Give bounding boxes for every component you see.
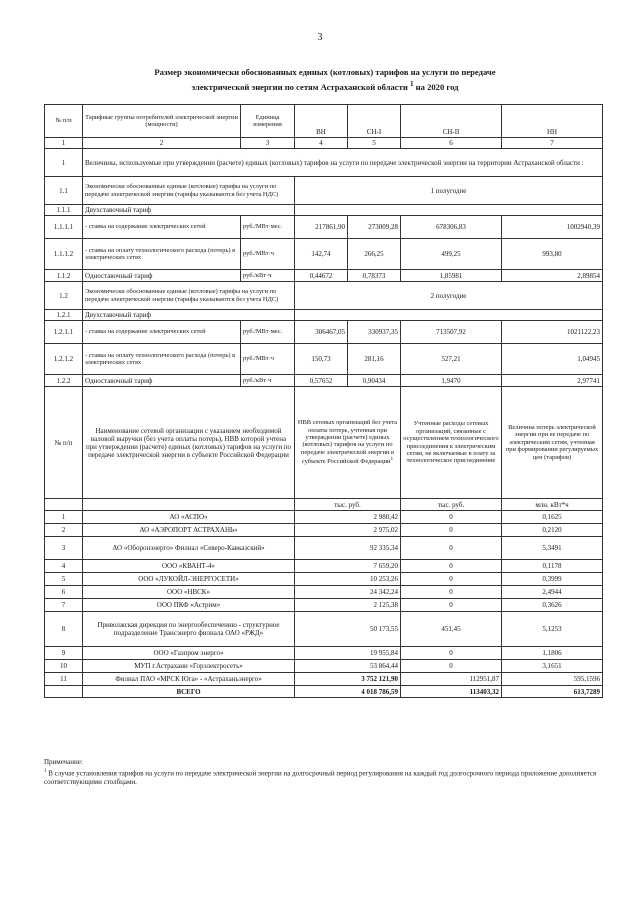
org-row xyxy=(45,537,603,560)
org-loss: 0,1625 xyxy=(502,511,603,524)
row-num: 1.1 xyxy=(45,177,83,205)
header-sn1: СН-I xyxy=(348,105,401,138)
column-index-row xyxy=(45,138,603,149)
org-tp: 0 xyxy=(401,524,502,537)
row-num: 1.2 xyxy=(45,282,83,310)
org-loss: 1,1806 xyxy=(502,647,603,660)
row-text: Одноставочный тариф xyxy=(83,375,241,387)
value-sn2: 499,25 xyxy=(401,239,502,270)
value-sn1: 0,78373 xyxy=(348,270,401,282)
notes-footnote-mark: 1 xyxy=(44,769,47,774)
org-nvv: 2 125,38 xyxy=(295,599,401,612)
table-row xyxy=(45,239,603,270)
orgs-header-row xyxy=(45,387,603,499)
row-text: - ставка на содержание электрических сетей xyxy=(83,321,241,344)
row-num: 1.2.1.1 xyxy=(45,321,83,344)
org-loss: 5,1253 xyxy=(502,612,603,647)
org-num: 11 xyxy=(45,673,83,686)
value-nn: 1002940,39 xyxy=(502,216,603,239)
col-index: 3 xyxy=(241,138,295,149)
row-num: 1.1.2 xyxy=(45,270,83,282)
org-num: 5 xyxy=(45,573,83,586)
table-row xyxy=(45,310,603,321)
notes-text-block xyxy=(44,767,610,787)
org-row xyxy=(45,660,603,673)
row-text: Двухставочный тариф xyxy=(83,310,295,321)
col-index: 6 xyxy=(401,138,502,149)
org-name: ООО «Газпром энерго» xyxy=(83,647,295,660)
row-unit: руб./кВт·ч xyxy=(241,375,295,387)
table-row xyxy=(45,344,603,375)
org-row xyxy=(45,524,603,537)
row-num: 1.2.1 xyxy=(45,310,83,321)
org-row xyxy=(45,673,603,686)
value-nn: 1,04945 xyxy=(502,344,603,375)
notes-heading: Примечание: xyxy=(44,758,83,766)
title-year: на 2020 год xyxy=(415,81,459,92)
org-tp: 0 xyxy=(401,586,502,599)
value-sn2: 678306,83 xyxy=(401,216,502,239)
org-name: АО «АСПО» xyxy=(83,511,295,524)
header-unit: Единица измерения xyxy=(241,105,295,138)
value-vn: 142,74 xyxy=(295,239,348,270)
row-text: Экономически обоснованные единые (котловые) тарифы на услуги по передаче электрической энергии (тарифы указываются без учета НДС) xyxy=(83,282,295,310)
unit-loss: млн. кВт*ч xyxy=(502,499,603,511)
org-row xyxy=(45,511,603,524)
org-nvv: 10 253,26 xyxy=(295,573,401,586)
org-loss: 0,3999 xyxy=(502,573,603,586)
org-name: ООО «НВСК» xyxy=(83,586,295,599)
row-num: 1.1.1.1 xyxy=(45,216,83,239)
org-nvv: 3 752 121,90 xyxy=(295,673,401,686)
value-sn2: 527,21 xyxy=(401,344,502,375)
org-num: 2 xyxy=(45,524,83,537)
unit-tp: тыс. руб. xyxy=(401,499,502,511)
org-nvv: 50 173,55 xyxy=(295,612,401,647)
org-name: Приволжская дирекция по энергообеспечению - структурное подразделение Трансэнерго филиала ОАО «РЖД» xyxy=(83,612,295,647)
org-loss: 595,1596 xyxy=(502,673,603,686)
header-num: № п/п xyxy=(45,105,83,138)
org-loss: 0,3626 xyxy=(502,599,603,612)
row-text: - ставка на содержание электрических сетей xyxy=(83,216,241,239)
row-num: 1.1.1 xyxy=(45,205,83,216)
header-vn: ВН xyxy=(295,105,348,138)
org-name: Филиал ПАО «МРСК Юга» - «Астраханьэнерго» xyxy=(83,673,295,686)
orgs-header-nvv xyxy=(295,387,401,499)
section-text: Величины, используемые при утверждении (расчете) единых (котловых) тарифов на услуги по передаче электрической энергии на территории Астраханской области : xyxy=(83,149,603,177)
org-num: 8 xyxy=(45,612,83,647)
org-loss: 0,1178 xyxy=(502,560,603,573)
org-tp: 0 xyxy=(401,560,502,573)
value-vn: 306467,05 xyxy=(295,321,348,344)
org-row xyxy=(45,612,603,647)
org-tp: 0 xyxy=(401,660,502,673)
org-row xyxy=(45,599,603,612)
title-footnote-mark: 1 xyxy=(409,80,414,88)
org-nvv: 2 975,02 xyxy=(295,524,401,537)
row-text: Одноставочный тариф xyxy=(83,270,241,282)
section-num: 1 xyxy=(45,149,83,177)
value-vn: 0,57652 xyxy=(295,375,348,387)
table-row xyxy=(45,216,603,239)
orgs-header-num: № п/п xyxy=(45,387,83,499)
org-row xyxy=(45,573,603,586)
value-vn: 150,73 xyxy=(295,344,348,375)
value-nn: 2,89854 xyxy=(502,270,603,282)
org-name: ООО «КВАНТ-4» xyxy=(83,560,295,573)
col-index: 7 xyxy=(502,138,603,149)
org-nvv: 19 955,84 xyxy=(295,647,401,660)
title-line-1: Размер экономически обоснованных единых (котловых) тарифов на услуги по передаче xyxy=(154,67,496,77)
page-number: 3 xyxy=(317,32,323,43)
row-text: Двухставочный тариф xyxy=(83,205,295,216)
org-nvv: 2 980,42 xyxy=(295,511,401,524)
org-nvv: 7 659,20 xyxy=(295,560,401,573)
orgs-units-row xyxy=(45,499,603,511)
row-num: 1.2.2 xyxy=(45,375,83,387)
table-row xyxy=(45,270,603,282)
row-unit: руб./МВт·мес. xyxy=(241,321,295,344)
row-num: 1.1.1.2 xyxy=(45,239,83,270)
org-tp: 451,45 xyxy=(401,612,502,647)
orgs-header-tp: Учтенные расходы сетевых организаций, связанные с осуществлением технологического присоединения к электрическим сетям, не включаемые в плату за технологическое присоединение xyxy=(401,387,502,499)
table-row xyxy=(45,375,603,387)
orgs-header-nvv-text: НВВ сетевых организаций без учета оплаты потерь, учтенная при утверждении (расчете) единых (котловых) тарифов на услуги по передаче электрической энергии в субъекте Российской Федерации xyxy=(297,419,398,466)
header-sn2: СН-II xyxy=(401,105,502,138)
col-index: 5 xyxy=(348,138,401,149)
org-num: 10 xyxy=(45,660,83,673)
value-sn2: 713507,92 xyxy=(401,321,502,344)
header-groups: Тарифные группы потребителей электрической энергии (мощности) xyxy=(83,105,241,138)
period-label: 2 полугодие xyxy=(295,282,603,310)
orgs-header-loss: Величина потерь электрической энергии при ее передаче по электрическим сетям, учтенная при формировании регулируемых цен (тарифов) xyxy=(502,387,603,499)
value-nn: 1021122,23 xyxy=(502,321,603,344)
org-row xyxy=(45,586,603,599)
org-num: 9 xyxy=(45,647,83,660)
org-loss: 3,1651 xyxy=(502,660,603,673)
document-title xyxy=(90,66,560,93)
value-sn1: 266,25 xyxy=(348,239,401,270)
org-num: 3 xyxy=(45,537,83,560)
org-name: ООО «ЛУКОЙЛ-ЭНЕРГОСЕТИ» xyxy=(83,573,295,586)
total-row xyxy=(45,686,603,698)
orgs-header-name: Наименование сетевой организации с указанием необходимой валовой выручки (без учета оплаты потерь), НВВ которой учтена при утверждении (расчете) единых (котловых) тарифов на услуги по передаче электрической энергии в субъекте Российской Федерации xyxy=(83,387,295,499)
notes xyxy=(44,758,610,787)
org-nvv: 92 335,34 xyxy=(295,537,401,560)
total-tp: 113403,32 xyxy=(401,686,502,698)
org-nvv: 24 342,24 xyxy=(295,586,401,599)
row-unit: руб./МВт·мес. xyxy=(241,216,295,239)
value-sn2: 1,9470 xyxy=(401,375,502,387)
value-sn1: 330937,35 xyxy=(348,321,401,344)
value-sn1: 273009,28 xyxy=(348,216,401,239)
table-row xyxy=(45,321,603,344)
section-row xyxy=(45,149,603,177)
org-tp: 0 xyxy=(401,599,502,612)
period-row xyxy=(45,282,603,310)
footnote-mark: 1 xyxy=(390,456,394,463)
row-num: 1.2.1.2 xyxy=(45,344,83,375)
col-index: 2 xyxy=(83,138,241,149)
period-label: 1 полугодие xyxy=(295,177,603,205)
org-num: 6 xyxy=(45,586,83,599)
org-tp: 0 xyxy=(401,647,502,660)
value-nn: 993,80 xyxy=(502,239,603,270)
org-tp: 0 xyxy=(401,573,502,586)
org-name: АО «АЭРОПОРТ АСТРАХАНЬ» xyxy=(83,524,295,537)
org-tp: 112951,87 xyxy=(401,673,502,686)
unit-nvv: тыс. руб. xyxy=(295,499,401,511)
value-sn1: 281,16 xyxy=(348,344,401,375)
value-vn: 217861,90 xyxy=(295,216,348,239)
notes-text: В случае установления тарифов на услуги по передаче электрической энергии на долгосрочный период регулирования на каждый год долгосрочного периода приложение дополняется соответствующими столбцами. xyxy=(44,769,597,787)
col-index: 4 xyxy=(295,138,348,149)
row-unit: руб./МВт·ч xyxy=(241,239,295,270)
row-unit: руб./кВт·ч xyxy=(241,270,295,282)
org-tp: 0 xyxy=(401,511,502,524)
org-row xyxy=(45,647,603,660)
org-loss: 5,3491 xyxy=(502,537,603,560)
org-num: 1 xyxy=(45,511,83,524)
table-row xyxy=(45,205,603,216)
title-line-2: электрической энергии по сетям Астраханской области xyxy=(191,81,408,92)
org-name: АО «Оборонэнерго» Филиал «Северо-Кавказский» xyxy=(83,537,295,560)
row-text: - ставка на оплату технологического расхода (потерь) в электрических сетях xyxy=(83,344,241,375)
row-text: - ставка на оплату технологического расхода (потерь) в электрических сетях xyxy=(83,239,241,270)
org-tp: 0 xyxy=(401,537,502,560)
org-loss: 2,4944 xyxy=(502,586,603,599)
org-loss: 0,2120 xyxy=(502,524,603,537)
header-nn: НН xyxy=(502,105,603,138)
row-text: Экономически обоснованные единые (котловые) тарифы на услуги по передаче электрической энергии (тарифы указываются без учета НДС) xyxy=(83,177,295,205)
total-loss: 613,7289 xyxy=(502,686,603,698)
org-name: ООО ПКФ «Астрим» xyxy=(83,599,295,612)
value-sn1: 0,90434 xyxy=(348,375,401,387)
total-nvv: 4 018 786,59 xyxy=(295,686,401,698)
row-unit: руб./МВт·ч xyxy=(241,344,295,375)
org-nvv: 53 864,44 xyxy=(295,660,401,673)
org-row xyxy=(45,560,603,573)
table-header-row xyxy=(45,105,603,138)
value-sn2: 1,85981 xyxy=(401,270,502,282)
org-num: 4 xyxy=(45,560,83,573)
org-name: МУП г.Астрахани «Горэлектросеть» xyxy=(83,660,295,673)
col-index: 1 xyxy=(45,138,83,149)
period-row xyxy=(45,177,603,205)
total-label: ВСЕГО xyxy=(83,686,295,698)
tariff-table xyxy=(44,104,603,698)
org-num: 7 xyxy=(45,599,83,612)
value-nn: 2,97741 xyxy=(502,375,603,387)
value-vn: 0,44672 xyxy=(295,270,348,282)
